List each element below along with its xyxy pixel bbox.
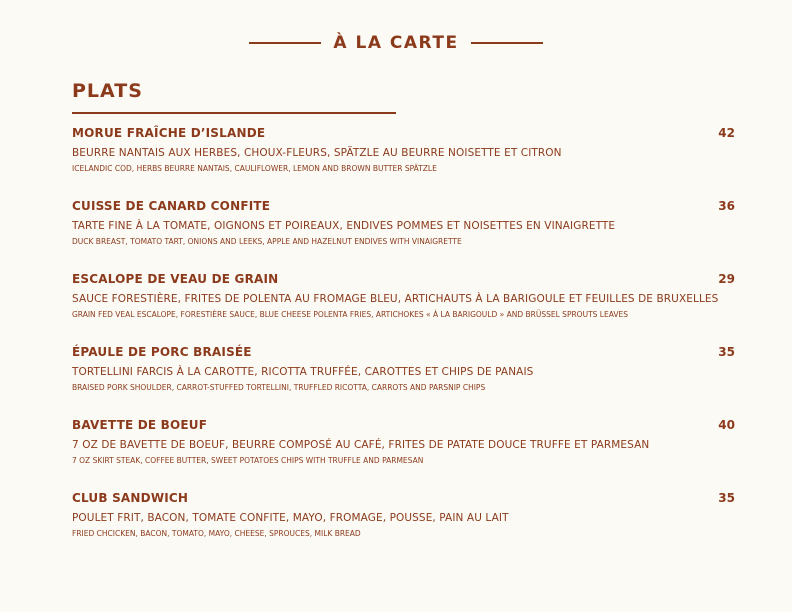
item-description: TARTE FINE À LA TOMATE, OIGNONS ET POIREAUX, ENDIVES POMMES ET NOISETTES EN VINAIGRETTE <box>72 220 616 232</box>
menu-header <box>0 32 792 54</box>
section-title: PLATS <box>72 80 143 102</box>
item-name: ESCALOPE DE VEAU DE GRAIN <box>72 272 279 286</box>
item-translation: BRAISED PORK SHOULDER, CARROT-STUFFED TORTELLINI, TRUFFLED RICOTTA, CARROTS AND PARSNIP CHIPS <box>72 383 486 392</box>
item-description: POULET FRIT, BACON, TOMATE CONFITE, MAYO, FROMAGE, POUSSE, PAIN AU LAIT <box>72 512 509 524</box>
item-translation: DUCK BREAST, TOMATO TART, ONIONS AND LEEKS, APPLE AND HAZELNUT ENDIVES WITH VINAIGRETTE <box>72 237 462 246</box>
item-translation: 7 OZ SKIRT STEAK, COFFEE BUTTER, SWEET POTATOES CHIPS WITH TRUFFLE AND PARMESAN <box>72 456 424 465</box>
menu-item <box>72 344 735 417</box>
item-price: 29 <box>718 272 735 286</box>
item-price: 42 <box>718 126 735 140</box>
item-translation: ICELANDIC COD, HERBS BEURRE NANTAIS, CAULIFLOWER, LEMON AND BROWN BUTTER SPÄTZLE <box>72 164 437 173</box>
header-rule-left <box>249 42 321 44</box>
section-divider <box>72 112 396 114</box>
item-translation: FRIED CHCICKEN, BACON, TOMATO, MAYO, CHEESE, SPROUCES, MILK BREAD <box>72 529 361 538</box>
item-name: ÉPAULE DE PORC BRAISÉE <box>72 345 252 359</box>
menu-item <box>72 271 735 344</box>
item-translation: GRAIN FED VEAL ESCALOPE, FORESTIÈRE SAUCE, BLUE CHEESE POLENTA FRIES, ARTICHOKES « À LA BARIGOULD » AND BRÜSSEL SPROUTS LEAVES <box>72 310 628 319</box>
item-description: SAUCE FORESTIÈRE, FRITES DE POLENTA AU FROMAGE BLEU, ARTICHAUTS À LA BARIGOULE ET FEUILLES DE BRUXELLES <box>72 293 719 305</box>
menu-item <box>72 198 735 271</box>
menu-item <box>72 490 735 563</box>
menu-title: À LA CARTE <box>333 33 459 53</box>
item-description: TORTELLINI FARCIS À LA CAROTTE, RICOTTA TRUFFÉE, CAROTTES ET CHIPS DE PANAIS <box>72 366 534 378</box>
menu-item <box>72 417 735 490</box>
item-name: BAVETTE DE BOEUF <box>72 418 208 432</box>
item-price: 35 <box>718 491 735 505</box>
item-price: 40 <box>718 418 735 432</box>
header-rule-right <box>471 42 543 44</box>
menu-items-list <box>72 125 735 563</box>
item-price: 35 <box>718 345 735 359</box>
item-name: CLUB SANDWICH <box>72 491 189 505</box>
menu-item <box>72 125 735 198</box>
item-price: 36 <box>718 199 735 213</box>
item-description: BEURRE NANTAIS AUX HERBES, CHOUX-FLEURS, SPÄTZLE AU BEURRE NOISETTE ET CITRON <box>72 147 562 159</box>
item-description: 7 OZ DE BAVETTE DE BOEUF, BEURRE COMPOSÉ AU CAFÉ, FRITES DE PATATE DOUCE TRUFFE ET PARMESAN <box>72 439 650 451</box>
item-name: CUISSE DE CANARD CONFITE <box>72 199 271 213</box>
item-name: MORUE FRAÎCHE D’ISLANDE <box>72 126 266 140</box>
